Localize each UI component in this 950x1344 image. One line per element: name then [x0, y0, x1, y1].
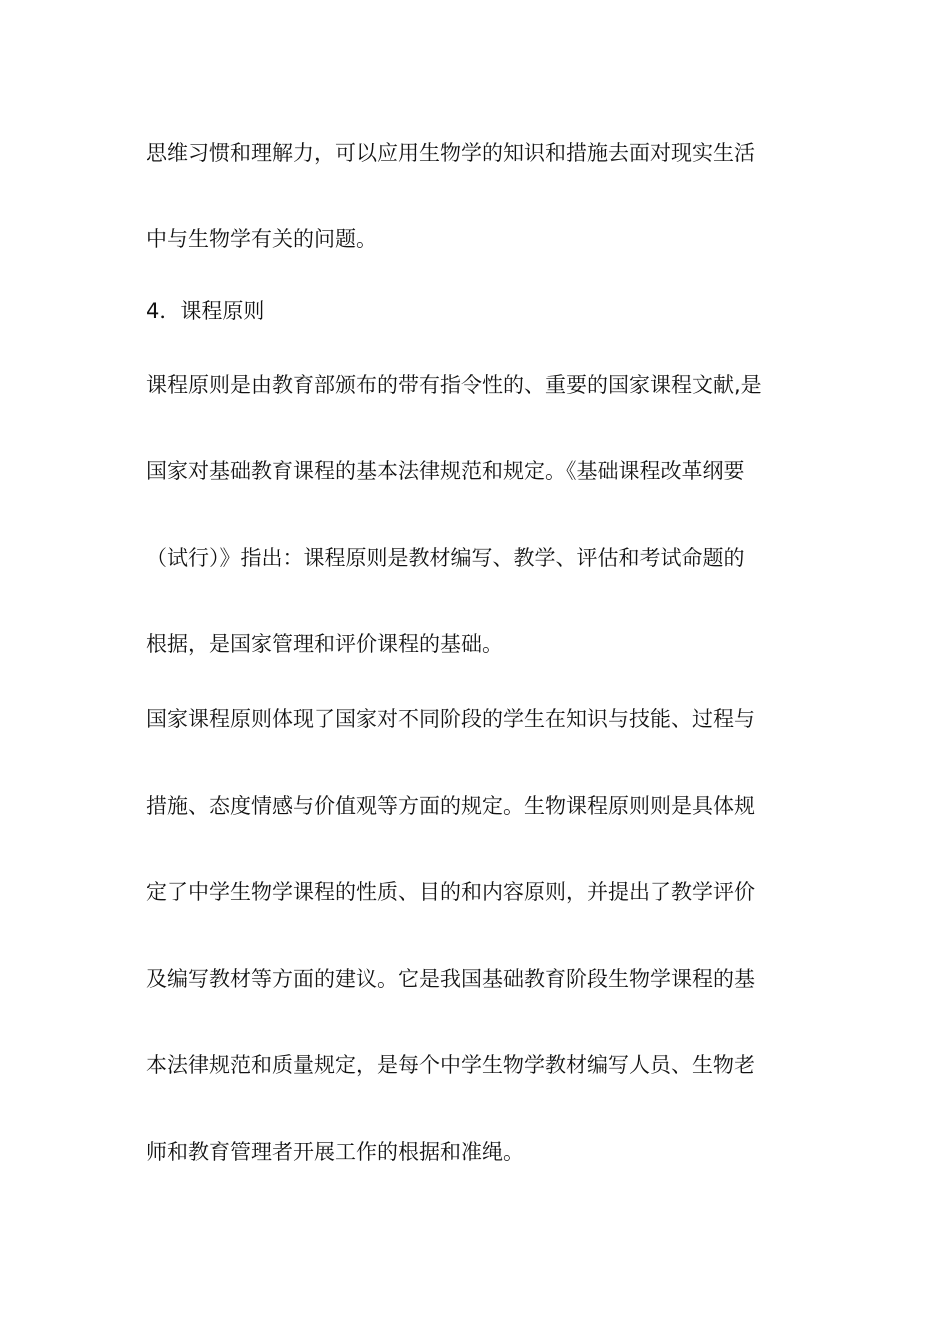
paragraph-line: 根据，是国家管理和评价课程的基础。	[146, 632, 503, 656]
paragraph-line: 课程原则是由教育部颁布的带有指令性的、重要的国家课程文献,是	[146, 373, 762, 397]
paragraph-line: 国家对基础教育课程的基本法律规范和规定。《基础课程改革纲要	[146, 459, 745, 483]
section-heading: 4．课程原则	[146, 299, 265, 323]
paragraph-line: 师和教育管理者开展工作的根据和准绳。	[146, 1140, 524, 1164]
paragraph-line: 本法律规范和质量规定，是每个中学生物学教材编写人员、生物老	[146, 1053, 755, 1077]
paragraph-line: 定了中学生物学课程的性质、目的和内容原则，并提出了教学评价	[146, 880, 755, 904]
paragraph-line: 及编写教材等方面的建议。它是我国基础教育阶段生物学课程的基	[146, 967, 755, 991]
paragraph-line: 国家课程原则体现了国家对不同阶段的学生在知识与技能、过程与	[146, 707, 755, 731]
paragraph-line: 中与生物学有关的问题。	[146, 227, 377, 251]
paragraph-line: （试行）》指出：课程原则是教材编写、教学、评估和考试命题的	[146, 546, 745, 570]
paragraph-line: 思维习惯和理解力，可以应用生物学的知识和措施去面对现实生活	[146, 141, 755, 165]
paragraph-line: 措施、态度情感与价值观等方面的规定。生物课程原则则是具体规	[146, 794, 755, 818]
